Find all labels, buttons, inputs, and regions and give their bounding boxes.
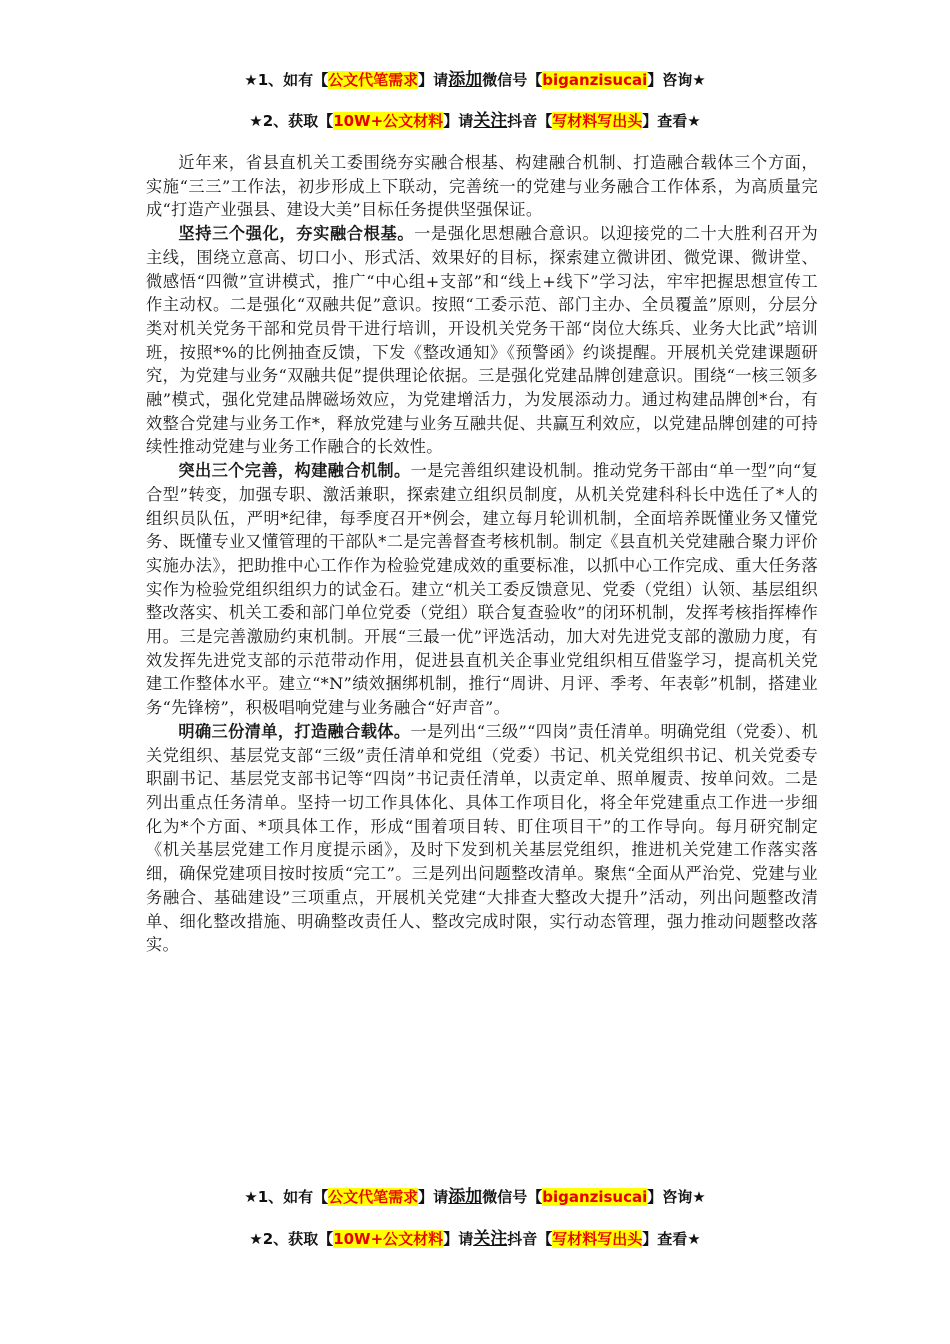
banner-consulting-top: ★1、如有【公文代笔需求】请添加微信号【biganzisucai】咨询★ [244,70,706,90]
star-icon: ★ [249,112,263,130]
highlight-wechat-id: biganzisucai [542,71,648,89]
highlight-materials: 10W+公文材料 [333,1230,444,1248]
highlight-wechat-id: biganzisucai [542,1188,648,1206]
section-body: 一是完善组织建设机制。推动党务干部由“单一型”向“复合型”转变，加强专职、激活兼职，探索建立组织员制度，从机关党建科科长中选任了*人的组织员队伍，严明*纪律，每季度召开*例会，建立每月轮训机制，全面培养既懂业务又懂党务、既懂专业又懂管理的干部队*二是完善督查考核机制。制定《县直机关党建融合聚力评价实施办法》，把助推中心工作作为检验党建成效的重要标准，以抓中心工作完成、重大任务落实作为检验党组织组织力的试金石。建立“机关工委反馈意见、党委（党组）认领、基层组织整改落实、机关工委和部门单位党委（党组）联合复查验收”的闭环机制，发挥考核指挥棒作用。三是完善激励约束机制。开展“三最一优”评选活动，加大对先进党支部的激励力度，有效发挥先进党支部的示范带动作用，促进县直机关企事业党组织相互借鉴学习，提高机关党建工作整体水平。建立“*N”绩效捆绑机制，推行“周讲、月评、季考、年表彰”机制，搭建业务“先锋榜”，积极唱响党建与业务融合“好声音”。 [146,461,819,718]
star-icon: ★ [687,112,701,130]
star-icon: ★ [692,71,706,89]
banner-materials-top: ★2、获取【10W+公文材料】请关注抖音【写材料写出头】查看★ [249,111,701,131]
emphasis-word: 关注 [473,111,508,131]
banner-consulting-bottom: ★1、如有【公文代笔需求】请添加微信号【biganzisucai】咨询★ [244,1187,706,1207]
emphasis-word: 添加 [448,1187,483,1207]
highlight-douyin-account: 写材料写出头 [552,112,643,130]
highlight-douyin-account: 写材料写出头 [552,1230,643,1248]
section-body: 一是强化思想融合意识。以迎接党的二十大胜利召开为主线，围绕立意高、切口小、形式活、效果好的目标，探索建立微讲团、微党课、微讲堂、微感悟“四微”宣讲模式，推广“中心组+支部”和“线上+线下”学习法，牢牢把握思想宣传工作主动权。二是强化“双融共促”意识。按照“工委示范、部门主办、全员覆盖”原则，分层分类对机关党务干部和党员骨干进行培训，开设机关党务干部“岗位大练兵、业务大比武”培训班，按照*%的比例抽查反馈，下发《整改通知》《预警函》约谈提醒。开展机关党建课题研究，为党建与业务“双融共促”提供理论依据。三是强化党建品牌创建意识。围绕“一核三领多融”模式，强化党建品牌磁场效应，为党建增活力，为发展添动力。通过构建品牌创*台，有效整合党建与业务工作*，释放党建与业务互融共促、共赢互利效应，以党建品牌创建的可持续性推动党建与业务工作融合的长效性。 [146,224,818,457]
intro-paragraph: 近年来，省县直机关工委围绕夯实融合根基、构建融合机制、打造融合载体三个方面，实施“三三”工作法，初步形成上下联动，完善统一的党建与业务融合工作体系，为高质量完成“打造产业强县、建设大美”目标任务提供坚强保证。 [146,153,818,220]
star-icon: ★ [249,1230,263,1248]
section-body: 一是列出“三级”“四岗”责任清单。明确党组（党委）、机关党组织、基层党支部“三级”责任清单和党组（党委）书记、机关党组织书记、机关党委专职副书记、基层党支部书记等“四岗”书记责任清单，以责定单、照单履责、按单问效。二是列出重点任务清单。坚持一切工作具体化、具体工作项目化，将全年党建重点工作进一步细化为*个方面、*项具体工作，形成“围着项目转、盯住项目干”的工作导向。每月研究制定《机关基层党建工作月度提示函》，及时下发到机关基层党组织，推进机关党建工作落实落细，确保党建项目按时按质“完工”。三是列出问题整改清单。聚焦“全面从严治党、党建与业务融合、基础建设”三项重点，开展机关党建“大排查大整改大提升”活动，列出问题整改清单、细化整改措施、明确整改责任人、整改完成时限，实行动态管理，强力推动问题整改落实。 [146,721,818,955]
star-icon: ★ [692,1188,706,1206]
highlight-materials: 10W+公文材料 [333,112,444,130]
emphasis-word: 添加 [448,70,483,90]
star-icon: ★ [244,1188,258,1206]
section-paragraph [146,222,818,459]
emphasis-word: 关注 [473,1229,508,1249]
section-paragraph [146,720,818,957]
section-heading: 明确三份清单，打造融合载体。 [178,721,411,741]
highlight-service: 公文代笔需求 [328,71,419,89]
section-heading: 坚持三个强化，夯实融合根基。 [178,224,415,244]
section-heading: 突出三个完善，构建融合机制。 [178,461,411,481]
star-icon: ★ [687,1230,701,1248]
banner-materials-bottom: ★2、获取【10W+公文材料】请关注抖音【写材料写出头】查看★ [249,1229,701,1249]
star-icon: ★ [244,71,258,89]
section-paragraph [146,459,818,720]
article-body [146,151,818,957]
highlight-service: 公文代笔需求 [328,1188,419,1206]
